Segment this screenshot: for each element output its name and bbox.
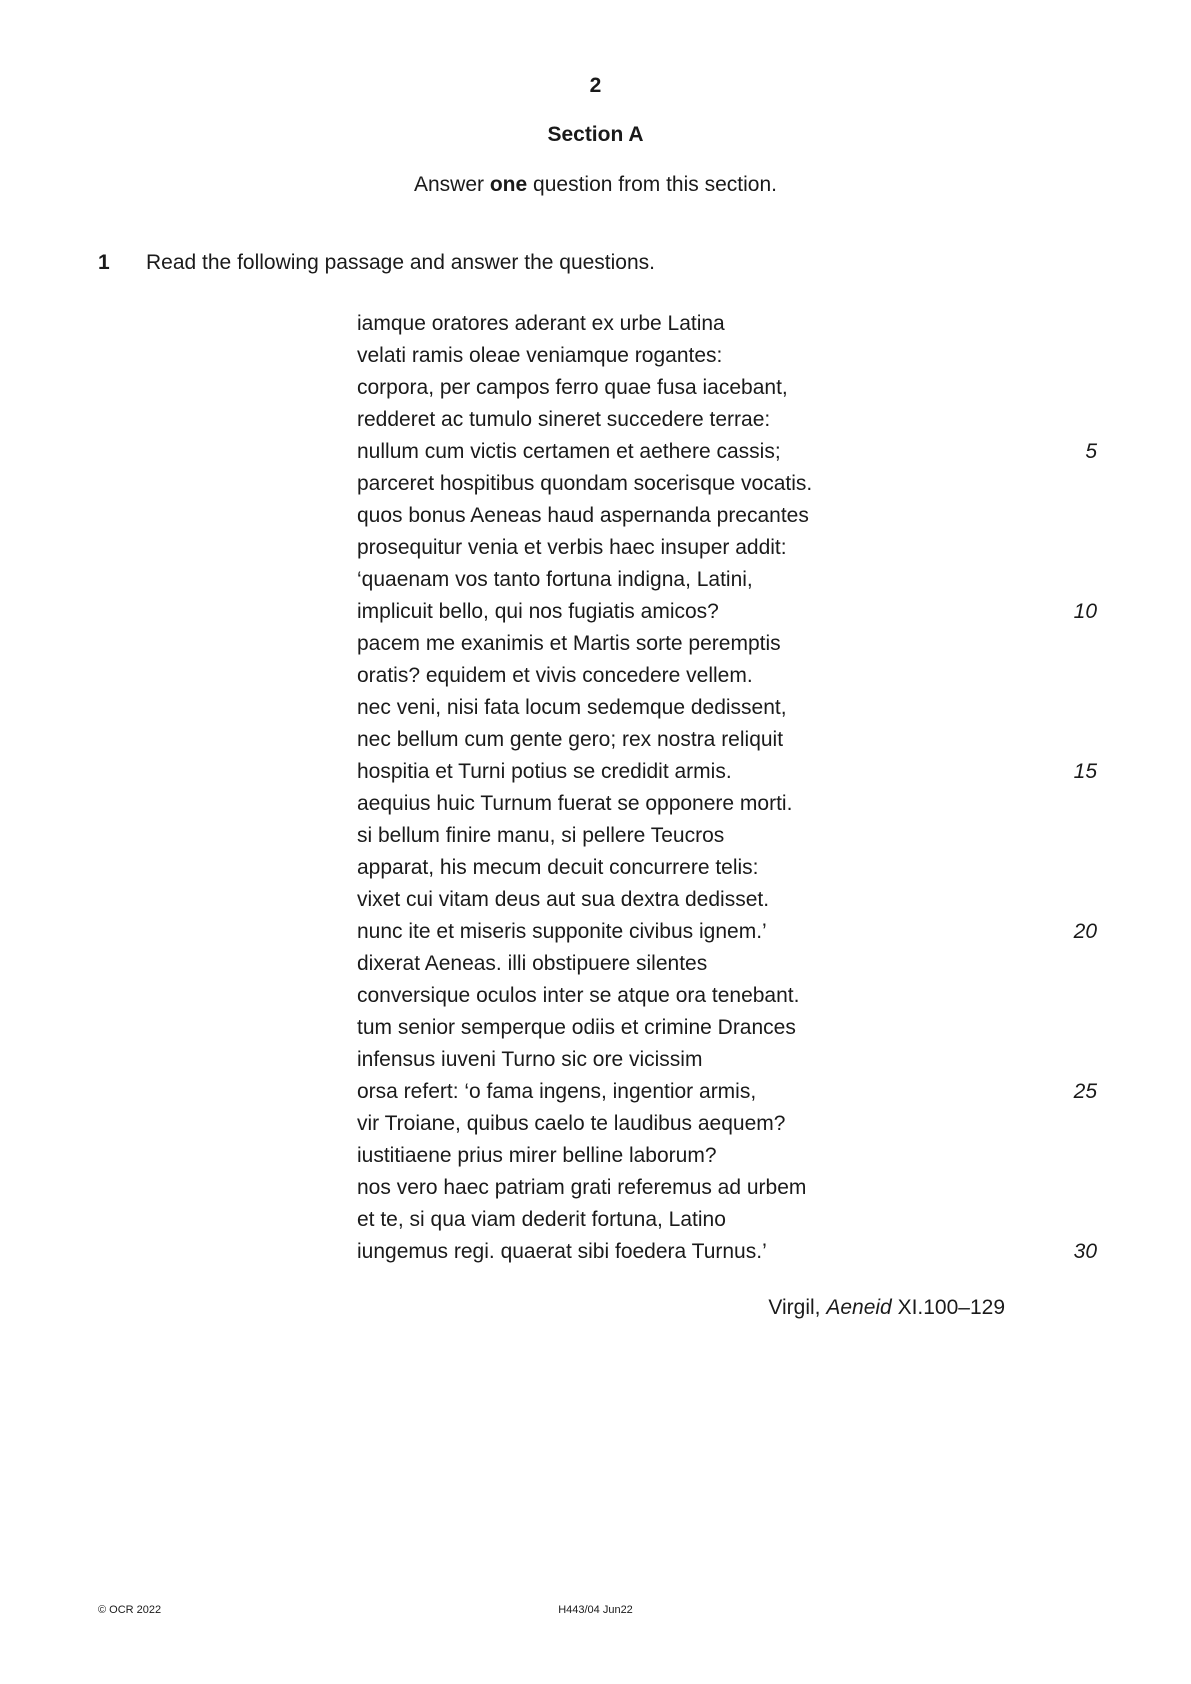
passage-line	[357, 532, 1107, 564]
passage-line	[357, 724, 1107, 756]
passage-line	[357, 1076, 1107, 1108]
instruction-pre: Answer	[414, 173, 490, 196]
passage-line	[357, 948, 1107, 980]
passage-line-text: conversique oculos inter se atque ora tenebant.	[357, 984, 800, 1007]
passage-line	[357, 660, 1107, 692]
passage-line-text: nunc ite et miseris supponite civibus ignem.’	[357, 920, 767, 943]
passage-line	[357, 372, 1107, 404]
passage-line-text: orsa refert: ‘o fama ingens, ingentior armis,	[357, 1080, 757, 1103]
passage-line	[357, 1204, 1107, 1236]
footer-paper-code: H443/04 Jun22	[558, 1604, 633, 1616]
passage-line	[357, 404, 1107, 436]
passage-line	[357, 340, 1107, 372]
passage-line	[357, 596, 1107, 628]
passage-line-text: quos bonus Aeneas haud aspernanda precantes	[357, 504, 809, 527]
passage-line-text: infensus iuveni Turno sic ore vicissim	[357, 1048, 703, 1071]
passage-line-text: implicuit bello, qui nos fugiatis amicos?	[357, 600, 719, 623]
passage-line	[357, 916, 1107, 948]
passage-line	[357, 692, 1107, 724]
passage-line-text: vixet cui vitam deus aut sua dextra dedisset.	[357, 888, 770, 911]
line-number: 15	[1073, 760, 1097, 783]
section-title: Section A	[547, 123, 644, 146]
section-instruction	[0, 173, 1191, 197]
attribution-work: Aeneid	[826, 1296, 892, 1319]
instruction-emphasis: one	[489, 173, 528, 196]
instruction-post: question from this section.	[527, 173, 777, 196]
footer-copyright: © OCR 2022	[98, 1604, 162, 1616]
question-prompt: Read the following passage and answer the questions.	[146, 251, 656, 274]
passage-line	[357, 1012, 1107, 1044]
line-number: 5	[1085, 440, 1097, 463]
passage-line-text: dixerat Aeneas. illi obstipuere silentes	[357, 952, 708, 975]
passage-line-text: iustitiaene prius mirer belline laborum?	[357, 1144, 717, 1167]
passage-line	[357, 564, 1107, 596]
passage-line-text: apparat, his mecum decuit concurrere telis:	[357, 856, 759, 879]
line-number: 20	[1073, 920, 1097, 943]
passage-line-text: aequius huic Turnum fuerat se opponere morti.	[357, 792, 793, 815]
latin-passage	[357, 308, 1107, 1268]
page-number: 2	[589, 74, 602, 97]
passage-line	[357, 468, 1107, 500]
passage-line-text: ‘quaenam vos tanto fortuna indigna, Latini,	[357, 568, 753, 591]
line-number: 25	[1073, 1080, 1097, 1103]
passage-line-text: velati ramis oleae veniamque rogantes:	[357, 344, 723, 367]
passage-line	[357, 1172, 1107, 1204]
passage-attribution	[768, 1296, 1005, 1320]
passage-line	[357, 436, 1107, 468]
passage-line-text: iungemus regi. quaerat sibi foedera Turnus.’	[357, 1240, 767, 1263]
passage-line	[357, 500, 1107, 532]
passage-line	[357, 308, 1107, 340]
passage-line	[357, 980, 1107, 1012]
line-number: 10	[1073, 600, 1097, 623]
passage-line-text: tum senior semperque odiis et crimine Drances	[357, 1016, 796, 1039]
passage-line-text: redderet ac tumulo sineret succedere terrae:	[357, 408, 771, 431]
passage-line	[357, 884, 1107, 916]
passage-line-text: si bellum finire manu, si pellere Teucros	[357, 824, 725, 847]
attribution-author: Virgil,	[768, 1296, 827, 1319]
passage-line-text: nullum cum victis certamen et aethere cassis;	[357, 440, 781, 463]
passage-line	[357, 756, 1107, 788]
passage-line-text: vir Troiane, quibus caelo te laudibus aequem?	[357, 1112, 786, 1135]
passage-line	[357, 820, 1107, 852]
passage-line-text: parceret hospitibus quondam socerisque vocatis.	[357, 472, 813, 495]
passage-line-text: nec bellum cum gente gero; rex nostra reliquit	[357, 728, 784, 751]
line-number: 30	[1073, 1240, 1097, 1263]
passage-line-text: iamque oratores aderant ex urbe Latina	[357, 312, 725, 335]
question-number: 1	[98, 251, 110, 274]
passage-line-text: oratis? equidem et vivis concedere vellem.	[357, 664, 753, 687]
passage-line	[357, 1044, 1107, 1076]
passage-line	[357, 1236, 1107, 1268]
passage-line	[357, 1108, 1107, 1140]
attribution-reference: XI.100–129	[891, 1296, 1005, 1319]
passage-line-text: prosequitur venia et verbis haec insuper addit:	[357, 536, 787, 559]
passage-line	[357, 788, 1107, 820]
passage-line-text: corpora, per campos ferro quae fusa iacebant,	[357, 376, 788, 399]
passage-line	[357, 1140, 1107, 1172]
passage-line	[357, 628, 1107, 660]
passage-line-text: et te, si qua viam dederit fortuna, Latino	[357, 1208, 726, 1231]
passage-line-text: nos vero haec patriam grati referemus ad urbem	[357, 1176, 807, 1199]
passage-line-text: hospitia et Turni potius se credidit armis.	[357, 760, 732, 783]
passage-line-text: nec veni, nisi fata locum sedemque dedissent,	[357, 696, 787, 719]
passage-line	[357, 852, 1107, 884]
passage-line-text: pacem me exanimis et Martis sorte peremptis	[357, 632, 781, 655]
